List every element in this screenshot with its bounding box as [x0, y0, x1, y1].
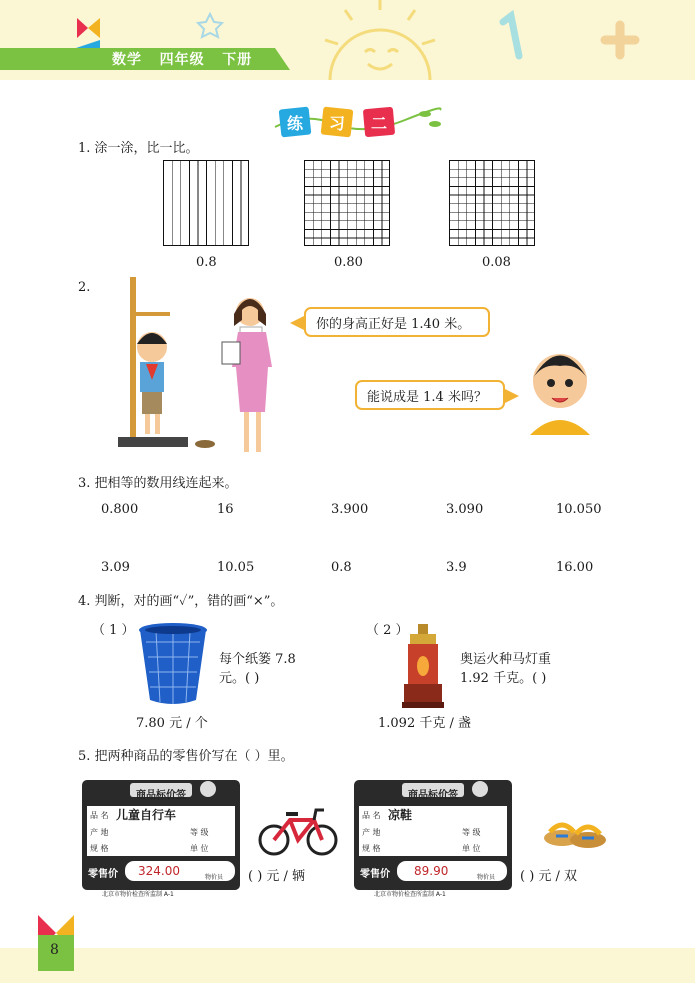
boy-speech-text: 能说成是 1.4 米吗？ [367, 390, 487, 405]
q3-bottom-2[interactable]: 10.05 [217, 560, 255, 575]
grid-label-1: 0.8 [196, 255, 217, 270]
plus-icon [605, 25, 635, 55]
section-title-char-2: 习 [328, 114, 345, 133]
boy-speech-bubble [355, 380, 505, 410]
q3-bottom-5[interactable]: 16.00 [556, 560, 594, 575]
star-icon [198, 14, 222, 37]
number-one-icon [503, 16, 519, 56]
q4-item1-caption: 7.80 元 / 个 [136, 716, 208, 731]
hundredths-grid-2[interactable] [449, 160, 535, 246]
q4-item1-line1: 每个纸篓 7.8 [219, 652, 296, 667]
q1-prompt: 1. 涂一涂，比一比。 [78, 141, 199, 156]
q3-bottom-3[interactable]: 0.8 [331, 560, 352, 575]
q3-top-4[interactable]: 3.090 [446, 502, 484, 517]
q4-item2-number: （ 2 ） [366, 623, 409, 638]
grid-label-3: 0.08 [482, 255, 511, 270]
teacher-speech-text: 你的身高正好是 1.40 米。 [316, 317, 471, 332]
q4-item1-line2[interactable]: 元。( ) [219, 671, 260, 686]
q3-bottom-4[interactable]: 3.9 [446, 560, 467, 575]
sandals-price: 89.90 [414, 864, 449, 878]
q3-top-3[interactable]: 3.900 [331, 502, 369, 517]
q4-item2-line1: 奥运火种马灯重 [460, 652, 552, 667]
bicycle-icon [258, 800, 338, 860]
q4-prompt: 4. 判断，对的画“✓”，错的画“×”。 [78, 594, 284, 609]
q4-item2-caption: 1.092 千克 / 盏 [378, 716, 471, 731]
page-footer [0, 948, 695, 983]
section-title-char-1: 练 [286, 114, 303, 133]
grid-label-2: 0.80 [334, 255, 363, 270]
waste-basket-icon [138, 622, 208, 706]
q5-prompt: 5. 把两种商品的零售价写在（ ）里。 [78, 749, 294, 764]
boy-avatar-icon [525, 343, 595, 435]
q4-item2-line2[interactable]: 1.92 千克。( ) [460, 671, 547, 686]
sandals-name: 凉鞋 [388, 808, 413, 822]
section-title-char-3: 二 [370, 114, 387, 133]
q3-top-2[interactable]: 16 [217, 502, 234, 517]
q3-top-5[interactable]: 10.050 [556, 502, 602, 517]
price-tag-title: 商品标价签 [130, 783, 192, 797]
q3-bottom-1[interactable]: 3.09 [101, 560, 130, 575]
olympic-lantern-icon [400, 624, 446, 710]
hundredths-grid-1[interactable] [304, 160, 390, 246]
price-tag-logo-icon-2 [472, 781, 488, 797]
price-tag-title-2: 商品标价签 [402, 783, 464, 797]
q3-prompt: 3. 把相等的数用线连起来。 [78, 476, 238, 491]
price-tag-logo-icon [200, 781, 216, 797]
teacher-speech-bubble [304, 307, 490, 337]
sun-icon [325, 0, 435, 80]
tenths-grid[interactable] [163, 160, 249, 246]
sandals-icon [542, 808, 608, 852]
header-title: 数学 四年级 下册 [112, 52, 253, 68]
q2-number: 2. [78, 280, 91, 295]
page-number: 8 [50, 942, 59, 958]
sandals-answer[interactable]: ( ) 元 / 双 [520, 869, 578, 884]
bicycle-price: 324.00 [138, 864, 180, 878]
height-measure-illustration [110, 272, 300, 462]
bicycle-answer[interactable]: ( ) 元 / 辆 [248, 869, 306, 884]
q4-item1-number: （ 1 ） [92, 623, 135, 638]
q3-top-1[interactable]: 0.800 [101, 502, 139, 517]
bicycle-name: 儿童自行车 [116, 808, 177, 822]
